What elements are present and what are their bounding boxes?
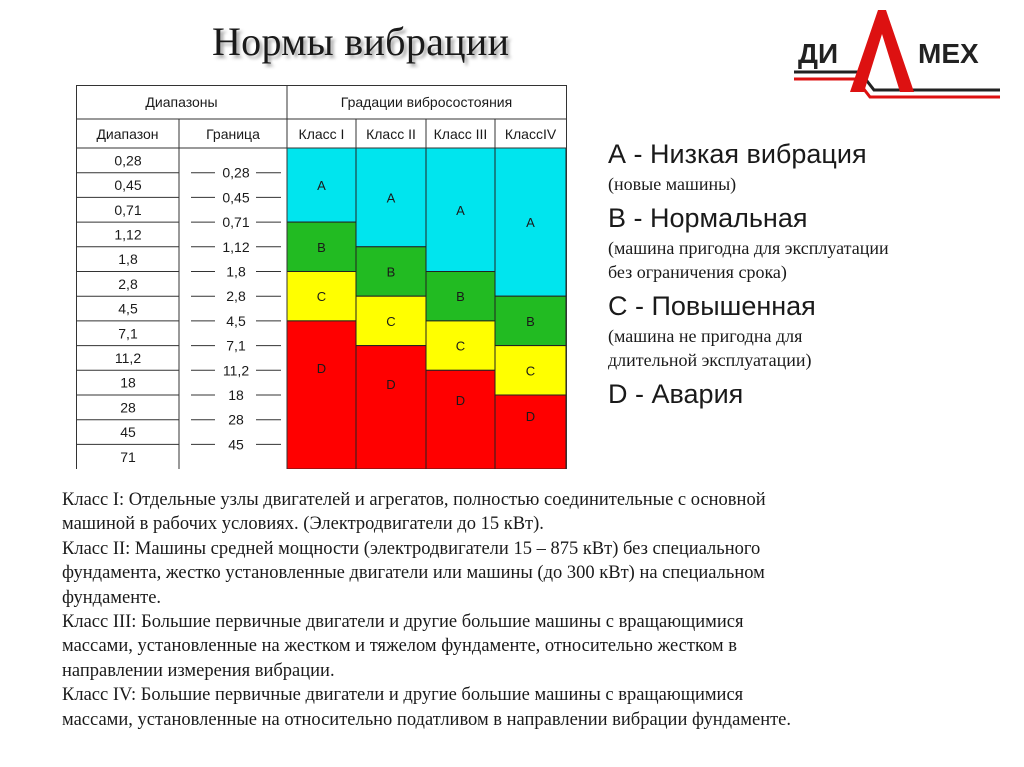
- zone-label: B: [386, 264, 396, 280]
- header-gradations: Градации вибросостояния: [340, 94, 513, 110]
- legend-note: (машина пригодна для эксплуатации без ограничения срока): [608, 238, 889, 282]
- page-title: Нормы вибрации: [212, 19, 510, 64]
- description-line: массами, установленные на жестком и тяжелом фундаменте, относительно жестком в: [62, 636, 737, 657]
- range-value: 2,8: [118, 275, 138, 292]
- legend-heading: В - Нормальная: [608, 203, 808, 233]
- boundary-value: 1,12: [222, 238, 250, 255]
- zones-layer: [287, 148, 566, 469]
- range-value: 1,12: [114, 226, 142, 243]
- boundary-value: 4,5: [226, 312, 246, 329]
- header-ranges: Диапазоны: [145, 94, 218, 110]
- range-value: 0,71: [114, 201, 142, 218]
- description-line: фундамента, жестко установленные двигатели или машины (до 300 кВт) на специальном: [62, 563, 765, 584]
- zone-d: [287, 321, 356, 469]
- description-line: массами, установленные на относительно податливом в направлении вибрации фундаменте.: [62, 709, 792, 730]
- range-value: 11,2: [114, 349, 142, 366]
- header-class: Класс II: [366, 126, 416, 142]
- boundary-value: 2,8: [226, 288, 246, 305]
- header-range: Диапазон: [96, 126, 159, 142]
- boundary-value: 7,1: [226, 337, 246, 354]
- range-value: 71: [120, 448, 136, 465]
- zone-label: D: [386, 376, 396, 392]
- range-value: 4,5: [118, 300, 138, 317]
- boundary-value: 0,45: [222, 189, 250, 206]
- zone-label: A: [317, 178, 326, 194]
- legend-note: (машина не пригодна для длительной эксплуатации): [608, 326, 812, 370]
- boundary-value: 11,2: [222, 362, 250, 379]
- zone-label: C: [525, 363, 536, 379]
- boundary-value: 18: [228, 387, 244, 403]
- header-boundary: Граница: [206, 126, 260, 142]
- boundary-value: 1,8: [226, 263, 246, 280]
- legend-item-d: [608, 378, 1008, 410]
- description-line: машиной в рабочих условиях. (Электродвигатели до 15 кВт).: [62, 514, 544, 535]
- range-value: 18: [120, 374, 136, 391]
- header-class: КлассIV: [504, 126, 557, 142]
- zone-legend: [608, 138, 1008, 410]
- range-value: 1,8: [118, 251, 138, 268]
- description-line: Класс III: Большие первичные двигатели и другие большие машины с вращающимися: [62, 612, 744, 633]
- header-class: Класс I: [298, 126, 345, 142]
- zone-label: C: [455, 338, 466, 354]
- description-line: Класс II: Машины средней мощности (электродвигатели 15 – 875 кВт) без специального: [62, 538, 761, 559]
- boundary-value: 0,28: [222, 164, 250, 181]
- zone-d: [426, 370, 495, 469]
- legend-item-c: [608, 290, 1008, 372]
- description-line: Класс I: Отдельные узлы двигателей и агрегатов, полностью соединительные с основной: [62, 490, 766, 510]
- range-value: 28: [120, 399, 136, 416]
- legend-heading: С - Повышенная: [608, 291, 816, 321]
- zone-label: C: [386, 313, 396, 329]
- zone-label: C: [316, 289, 327, 305]
- zone-d: [356, 346, 426, 469]
- zone-label: B: [317, 239, 326, 255]
- zone-label: A: [526, 215, 535, 231]
- boundary-value: 0,71: [222, 214, 250, 231]
- description-line: направлении измерения вибрации.: [62, 660, 335, 681]
- zone-label: A: [386, 190, 396, 206]
- range-value: 7,1: [118, 325, 138, 342]
- range-value: 0,45: [114, 177, 142, 194]
- logo-text-left: ДИ: [798, 38, 839, 69]
- legend-item-b: [608, 202, 1008, 284]
- legend-heading: D - Авария: [608, 379, 744, 409]
- vibration-norms-table: [76, 85, 572, 469]
- zone-label: D: [455, 392, 466, 408]
- diamex-logo: [790, 8, 1005, 100]
- description-line: фундаменте.: [62, 587, 162, 608]
- legend-note: (новые машины): [608, 174, 737, 194]
- zone-label: A: [456, 202, 465, 218]
- range-value: 0,28: [114, 152, 142, 169]
- zone-label: D: [316, 360, 327, 376]
- zone-label: D: [525, 408, 536, 424]
- description-line: Класс IV: Большие первичные двигатели и другие большие машины с вращающимися: [62, 685, 744, 706]
- boundary-value: 45: [228, 436, 244, 453]
- zone-label: B: [526, 313, 535, 329]
- legend-heading: А - Низкая вибрация: [608, 139, 867, 169]
- zone-d: [495, 395, 566, 469]
- range-value: 45: [120, 424, 136, 441]
- class-descriptions: [62, 488, 982, 732]
- boundary-value: 28: [228, 411, 244, 428]
- logo-text-right: МЕХ: [918, 38, 979, 69]
- header-class: Класс III: [433, 126, 488, 142]
- legend-item-a: [608, 138, 1008, 196]
- zone-label: B: [456, 289, 465, 305]
